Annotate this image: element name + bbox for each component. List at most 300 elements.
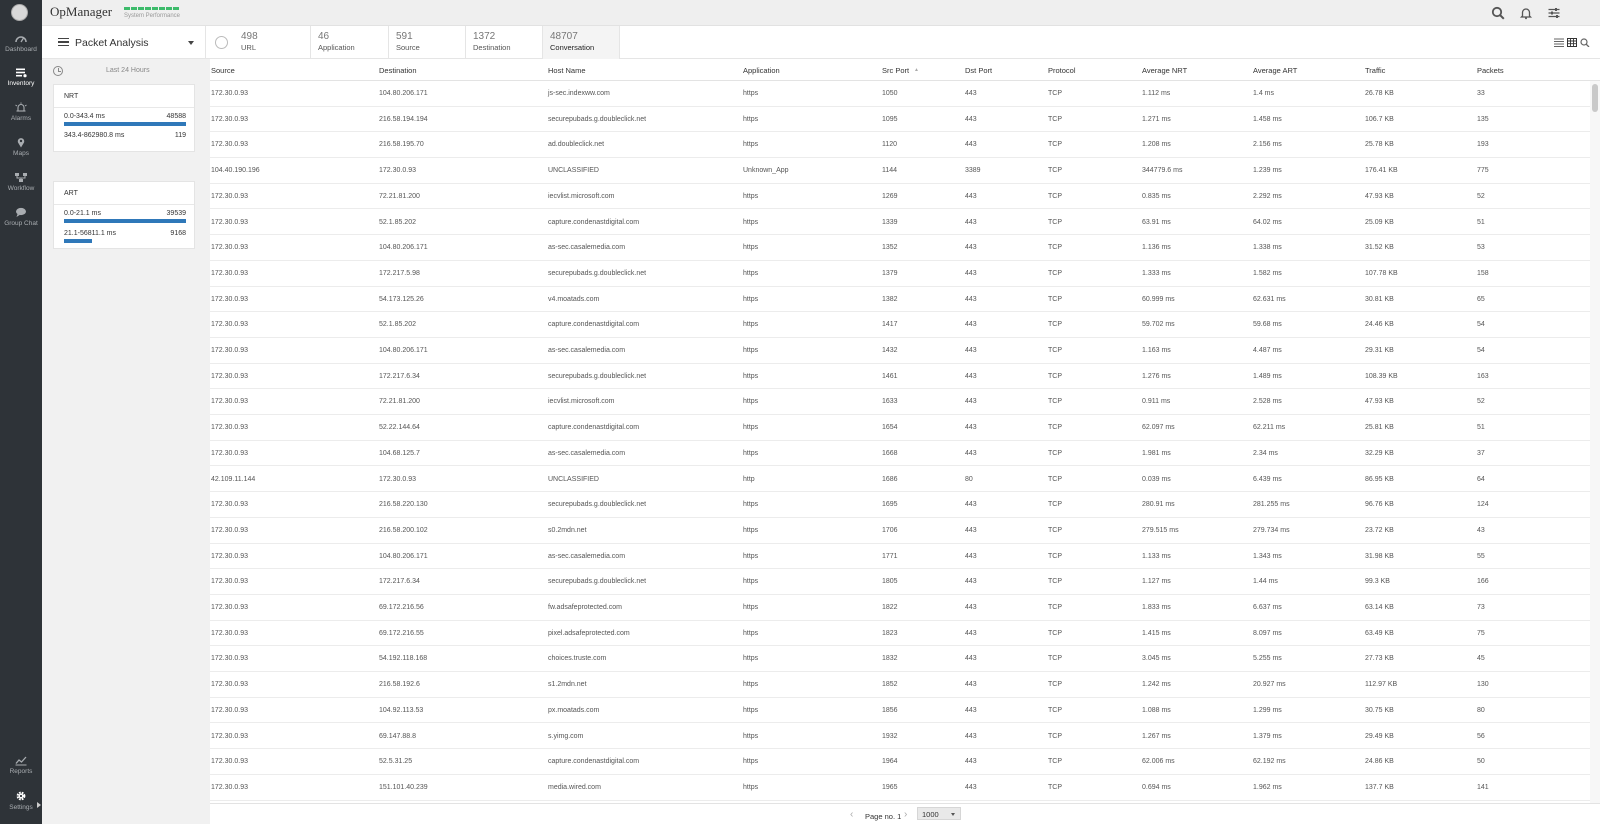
cell-average-art: 6.439 ms <box>1253 475 1282 483</box>
nav-reports-label: Reports <box>9 768 33 775</box>
cell-protocol: TCP <box>1048 758 1062 766</box>
cell-traffic: 32.29 KB <box>1365 449 1394 457</box>
cell-src-port: 1856 <box>882 706 898 714</box>
cell-traffic: 31.52 KB <box>1365 244 1394 252</box>
notification-bell-icon[interactable] <box>1519 6 1533 20</box>
cell-packets: 54 <box>1477 321 1485 329</box>
range-label: 21.1-56811.1 ms <box>64 230 117 237</box>
cell-average-nrt: 0.835 ms <box>1142 192 1171 200</box>
cell-protocol: TCP <box>1048 449 1062 457</box>
cell-src-port: 1144 <box>882 167 898 175</box>
cell-src-port: 1771 <box>882 552 898 560</box>
table-row[interactable] <box>210 312 1590 338</box>
cell-application: https <box>743 552 759 560</box>
table-row[interactable] <box>210 81 1590 107</box>
cell-src-port: 1432 <box>882 347 898 354</box>
cell-application: https <box>743 295 759 303</box>
table-row[interactable] <box>210 698 1590 724</box>
cell-average-art: 1.4 ms <box>1253 90 1275 97</box>
cell-host-name: px.moatads.com <box>548 706 600 714</box>
cell-average-nrt: 0.694 ms <box>1142 783 1171 791</box>
table-row[interactable] <box>210 184 1590 210</box>
workflow-icon <box>14 172 28 183</box>
cell-source: 172.30.0.93 <box>211 398 248 406</box>
nav-reports[interactable] <box>0 755 42 787</box>
cell-destination: 172.30.0.93 <box>379 167 416 175</box>
cell-host-name: as-sec.casalemedia.com <box>548 449 626 457</box>
cell-protocol: TCP <box>1048 552 1062 560</box>
previous-page-icon[interactable]: ‹ <box>850 809 854 820</box>
module-label: Packet Analysis <box>75 37 149 49</box>
cell-average-nrt: 59.702 ms <box>1142 321 1175 329</box>
table-row[interactable] <box>210 364 1590 390</box>
cell-traffic: 107.78 KB <box>1365 269 1398 277</box>
cell-destination: 151.101.40.239 <box>379 783 428 791</box>
nrt-range-row[interactable] <box>64 113 186 129</box>
cell-src-port: 1633 <box>882 398 898 406</box>
table-row[interactable] <box>210 415 1590 441</box>
column-header-traffic[interactable]: Traffic <box>1365 66 1386 75</box>
cell-traffic: 26.78 KB <box>1365 90 1394 97</box>
column-header-packets[interactable]: Packets <box>1477 66 1504 75</box>
cell-packets: 193 <box>1477 141 1489 149</box>
scrollbar-thumb[interactable] <box>1592 84 1598 112</box>
radio-circle-icon[interactable] <box>215 36 228 49</box>
cell-src-port: 1823 <box>882 629 898 637</box>
clock-icon[interactable] <box>53 66 63 76</box>
avatar[interactable] <box>11 4 28 21</box>
column-header-protocol[interactable]: Protocol <box>1048 66 1076 75</box>
cell-average-art: 1.338 ms <box>1253 244 1282 252</box>
sort-ascending-icon[interactable]: ▲ <box>914 67 919 73</box>
table-view-icon[interactable] <box>1567 38 1577 47</box>
inventory-icon <box>14 67 28 78</box>
cell-packets: 130 <box>1477 681 1489 689</box>
cell-protocol: TCP <box>1048 783 1062 791</box>
hamburger-menu-icon <box>58 38 69 46</box>
cell-destination: 72.21.81.200 <box>379 398 420 406</box>
cell-packets: 124 <box>1477 501 1489 509</box>
module-selector[interactable] <box>42 26 206 59</box>
cell-protocol: TCP <box>1048 347 1062 354</box>
cell-dst-port: 3389 <box>965 167 981 175</box>
cell-average-nrt: 1.088 ms <box>1142 706 1171 714</box>
cell-destination: 104.80.206.171 <box>379 90 428 97</box>
cell-src-port: 1852 <box>882 681 898 689</box>
table-row[interactable] <box>210 595 1590 621</box>
cell-traffic: 106.7 KB <box>1365 115 1394 123</box>
cell-traffic: 137.7 KB <box>1365 783 1394 791</box>
nav-alarms[interactable] <box>0 102 42 134</box>
tab-source-count: 591 <box>396 31 413 42</box>
nav-maps[interactable] <box>0 137 42 169</box>
cell-source: 172.30.0.93 <box>211 90 248 97</box>
cell-protocol: TCP <box>1048 604 1062 611</box>
system-performance-indicator[interactable] <box>124 7 179 11</box>
cell-src-port: 1417 <box>882 321 898 329</box>
alarm-icon <box>14 102 28 113</box>
nav-inventory[interactable] <box>0 67 42 99</box>
range-count: 119 <box>174 132 186 139</box>
cell-application: https <box>743 526 759 534</box>
cell-host-name: capture.condenastdigital.com <box>548 758 640 766</box>
gear-icon <box>14 790 28 802</box>
cell-host-name: s1.2mdn.net <box>548 681 587 689</box>
cell-average-art: 1.299 ms <box>1253 706 1282 714</box>
cell-application: https <box>743 578 759 586</box>
art-range-row[interactable] <box>64 230 186 246</box>
tab-destination-count: 1372 <box>473 31 496 42</box>
cell-traffic: 96.76 KB <box>1365 501 1394 509</box>
cell-protocol: TCP <box>1048 218 1062 226</box>
cell-host-name: securepubads.g.doubleclick.net <box>548 578 647 586</box>
cell-protocol: TCP <box>1048 475 1062 483</box>
cell-average-nrt: 1.271 ms <box>1142 115 1171 123</box>
cell-traffic: 63.14 KB <box>1365 604 1394 611</box>
search-icon[interactable] <box>1491 6 1505 20</box>
cell-application: https <box>743 449 759 457</box>
cell-dst-port: 443 <box>965 526 977 534</box>
nav-expand-caret[interactable] <box>37 802 41 808</box>
table-search-icon[interactable] <box>1580 38 1590 47</box>
cell-protocol: TCP <box>1048 295 1062 303</box>
cell-average-nrt: 280.91 ms <box>1142 501 1175 509</box>
cell-dst-port: 443 <box>965 141 977 149</box>
cell-source: 104.40.190.196 <box>211 167 260 175</box>
range-bar <box>64 122 186 126</box>
cell-dst-port: 443 <box>965 706 977 714</box>
nav-workflow[interactable] <box>0 172 42 204</box>
cell-packets: 45 <box>1477 655 1485 663</box>
cell-application: https <box>743 758 759 766</box>
cell-host-name: ad.doubleclick.net <box>548 141 605 149</box>
time-range-label[interactable]: Last 24 Hours <box>106 67 150 74</box>
cell-dst-port: 443 <box>965 372 977 380</box>
cell-source: 172.30.0.93 <box>211 449 248 457</box>
nrt-panel-title: NRT <box>64 93 79 100</box>
page-number-label: Page no. 1 <box>865 812 902 821</box>
table-row[interactable] <box>210 518 1590 544</box>
cell-host-name: as-sec.casalemedia.com <box>548 244 626 252</box>
cell-average-nrt: 0.911 ms <box>1142 398 1171 406</box>
cell-host-name: UNCLASSIFIED <box>548 475 599 483</box>
column-header-destination[interactable]: Destination <box>379 66 417 75</box>
cell-protocol: TCP <box>1048 655 1062 663</box>
reports-icon <box>14 755 28 766</box>
table-row[interactable] <box>210 672 1590 698</box>
tab-application-count: 46 <box>318 31 330 42</box>
cell-traffic: 24.86 KB <box>1365 758 1394 766</box>
cell-average-nrt: 1.208 ms <box>1142 141 1171 149</box>
cell-destination: 69.172.216.55 <box>379 629 424 637</box>
cell-src-port: 1095 <box>882 115 898 123</box>
cell-packets: 158 <box>1477 269 1489 277</box>
cell-src-port: 1832 <box>882 655 898 663</box>
cell-destination: 104.80.206.171 <box>379 244 428 252</box>
cell-host-name: capture.condenastdigital.com <box>548 424 640 432</box>
cell-dst-port: 443 <box>965 578 977 586</box>
cell-dst-port: 443 <box>965 424 977 432</box>
cell-packets: 73 <box>1477 604 1485 611</box>
table-row[interactable] <box>210 158 1590 184</box>
cell-source: 172.30.0.93 <box>211 424 248 432</box>
cell-protocol: TCP <box>1048 681 1062 689</box>
cell-application: https <box>743 372 759 380</box>
page-size-value: 1000 <box>922 810 939 819</box>
cell-average-art: 1.962 ms <box>1253 783 1282 791</box>
table-row[interactable] <box>210 107 1590 133</box>
cell-dst-port: 443 <box>965 347 977 354</box>
column-header-average-nrt[interactable]: Average NRT <box>1142 66 1188 75</box>
cell-packets: 75 <box>1477 629 1485 637</box>
cell-dst-port: 443 <box>965 655 977 663</box>
list-view-icon[interactable] <box>1554 38 1564 47</box>
divider <box>54 107 194 108</box>
tab-conversation-label: Conversation <box>550 43 595 52</box>
cell-src-port: 1654 <box>882 424 898 432</box>
cell-traffic: 25.81 KB <box>1365 424 1394 432</box>
cell-src-port: 1339 <box>882 218 898 226</box>
cell-protocol: TCP <box>1048 167 1062 175</box>
table-row[interactable] <box>210 287 1590 313</box>
cell-protocol: TCP <box>1048 321 1062 329</box>
cell-dst-port: 80 <box>965 475 973 483</box>
cell-traffic: 176.41 KB <box>1365 167 1398 175</box>
cell-protocol: TCP <box>1048 90 1062 97</box>
table-row[interactable] <box>210 621 1590 647</box>
cell-packets: 64 <box>1477 475 1485 483</box>
cell-average-art: 8.097 ms <box>1253 629 1282 637</box>
cell-destination: 172.217.6.34 <box>379 578 420 586</box>
cell-dst-port: 443 <box>965 244 977 252</box>
table-row[interactable] <box>210 492 1590 518</box>
cell-src-port: 1120 <box>882 141 898 149</box>
cell-host-name: securepubads.g.doubleclick.net <box>548 269 647 277</box>
table-row[interactable] <box>210 210 1590 236</box>
cell-src-port: 1695 <box>882 501 898 509</box>
cell-average-art: 5.255 ms <box>1253 655 1282 663</box>
cell-application: https <box>743 681 759 689</box>
cell-source: 172.30.0.93 <box>211 629 248 637</box>
cell-average-art: 1.343 ms <box>1253 552 1282 560</box>
left-nav <box>0 0 42 824</box>
cell-src-port: 1805 <box>882 578 898 586</box>
cell-dst-port: 443 <box>965 629 977 637</box>
cell-traffic: 112.97 KB <box>1365 681 1398 689</box>
nav-maps-label: Maps <box>13 150 29 157</box>
cell-host-name: pixel.adsafeprotected.com <box>548 629 630 637</box>
column-header-src-port[interactable]: Src Port <box>882 66 910 75</box>
cell-destination: 52.1.85.202 <box>379 321 416 329</box>
cell-average-nrt: 1.112 ms <box>1142 90 1171 97</box>
column-header-source[interactable]: Source <box>211 66 235 75</box>
cell-packets: 55 <box>1477 552 1485 560</box>
tab-destination[interactable] <box>466 26 543 59</box>
column-header-host-name[interactable]: Host Name <box>548 66 586 75</box>
cell-destination: 54.192.118.168 <box>379 655 428 663</box>
settings-sliders-icon[interactable] <box>1547 6 1561 20</box>
cell-traffic: 25.78 KB <box>1365 141 1394 149</box>
cell-source: 172.30.0.93 <box>211 578 248 586</box>
nrt-range-row[interactable] <box>64 132 186 148</box>
table-row[interactable] <box>210 261 1590 287</box>
cell-host-name: capture.condenastdigital.com <box>548 321 640 329</box>
nav-settings-label: Settings <box>9 804 33 811</box>
tab-application[interactable] <box>311 26 389 59</box>
cell-dst-port: 443 <box>965 115 977 123</box>
cell-dst-port: 443 <box>965 90 977 97</box>
cell-average-art: 1.239 ms <box>1253 167 1282 175</box>
cell-packets: 65 <box>1477 295 1485 303</box>
cell-src-port: 1269 <box>882 192 898 200</box>
cell-average-nrt: 1.415 ms <box>1142 629 1171 637</box>
cell-packets: 166 <box>1477 578 1489 586</box>
cell-protocol: TCP <box>1048 732 1062 740</box>
cell-average-art: 2.528 ms <box>1253 398 1282 406</box>
table-row[interactable] <box>210 749 1590 775</box>
cell-packets: 53 <box>1477 244 1485 252</box>
tab-destination-label: Destination <box>473 43 511 52</box>
cell-average-art: 4.487 ms <box>1253 347 1282 354</box>
table-row[interactable] <box>210 724 1590 750</box>
art-panel-title: ART <box>64 190 78 197</box>
cell-protocol: TCP <box>1048 192 1062 200</box>
cell-average-nrt: 60.999 ms <box>1142 295 1175 303</box>
cell-host-name: s.yimg.com <box>548 732 584 740</box>
cell-application: https <box>743 141 759 149</box>
table-row[interactable] <box>210 775 1590 801</box>
cell-destination: 104.92.113.53 <box>379 706 424 714</box>
cell-traffic: 25.09 KB <box>1365 218 1394 226</box>
cell-src-port: 1964 <box>882 758 898 766</box>
cell-traffic: 29.49 KB <box>1365 732 1394 740</box>
art-range-row[interactable] <box>64 210 186 226</box>
cell-application: https <box>743 398 759 406</box>
cell-source: 172.30.0.93 <box>211 372 248 380</box>
cell-packets: 80 <box>1477 706 1485 714</box>
cell-protocol: TCP <box>1048 372 1062 380</box>
cell-src-port: 1932 <box>882 732 898 740</box>
cell-src-port: 1822 <box>882 604 898 611</box>
cell-protocol: TCP <box>1048 578 1062 586</box>
cell-source: 172.30.0.93 <box>211 347 248 354</box>
nav-dashboard[interactable] <box>0 33 42 65</box>
table-row[interactable] <box>210 569 1590 595</box>
cell-average-nrt: 1.267 ms <box>1142 732 1171 740</box>
table-row[interactable] <box>210 132 1590 158</box>
top-bar <box>42 0 1600 26</box>
cell-packets: 54 <box>1477 347 1485 354</box>
cell-average-art: 1.379 ms <box>1253 732 1282 740</box>
cell-host-name: UNCLASSIFIED <box>548 167 599 175</box>
cell-source: 172.30.0.93 <box>211 655 248 663</box>
nav-group-chat[interactable] <box>0 207 42 239</box>
cell-application: https <box>743 90 759 97</box>
cell-traffic: 108.39 KB <box>1365 372 1398 380</box>
table-row[interactable] <box>210 235 1590 261</box>
cell-traffic: 99.3 KB <box>1365 578 1390 586</box>
cell-host-name: s0.2mdn.net <box>548 526 587 534</box>
cell-traffic: 30.75 KB <box>1365 706 1394 714</box>
range-label: 0.0-21.1 ms <box>64 210 101 217</box>
cell-average-nrt: 1.136 ms <box>1142 244 1171 252</box>
cell-packets: 163 <box>1477 372 1489 380</box>
cell-dst-port: 443 <box>965 218 977 226</box>
nav-settings[interactable] <box>0 790 42 822</box>
cell-application: https <box>743 424 759 432</box>
cell-application: https <box>743 218 759 226</box>
cell-average-nrt: 1.163 ms <box>1142 347 1171 354</box>
range-label: 343.4-862980.8 ms <box>64 132 125 139</box>
cell-source: 172.30.0.93 <box>211 681 248 689</box>
cell-host-name: securepubads.g.doubleclick.net <box>548 501 647 509</box>
cell-average-art: 59.68 ms <box>1253 321 1282 329</box>
cell-host-name: as-sec.casalemedia.com <box>548 347 626 354</box>
cell-average-art: 20.927 ms <box>1253 681 1286 689</box>
cell-host-name: choices.truste.com <box>548 655 607 663</box>
map-pin-icon <box>14 137 28 148</box>
cell-host-name: iecvlist.microsoft.com <box>548 192 615 200</box>
tab-source[interactable] <box>389 26 466 59</box>
cell-host-name: fw.adsafeprotected.com <box>548 604 622 611</box>
vertical-scrollbar[interactable] <box>1590 81 1600 803</box>
table-row[interactable] <box>210 441 1590 467</box>
cell-packets: 775 <box>1477 167 1489 175</box>
range-count: 9168 <box>170 230 186 237</box>
cell-traffic: 47.93 KB <box>1365 192 1394 200</box>
range-count: 48588 <box>166 113 186 120</box>
module-header <box>42 26 1600 59</box>
cell-src-port: 1686 <box>882 475 898 483</box>
cell-source: 172.30.0.93 <box>211 501 248 509</box>
table-row[interactable] <box>210 338 1590 364</box>
cell-traffic: 23.72 KB <box>1365 526 1394 534</box>
cell-host-name: js-sec.indexww.com <box>548 90 610 97</box>
cell-average-art: 62.192 ms <box>1253 758 1286 766</box>
cell-dst-port: 443 <box>965 269 977 277</box>
tab-url[interactable] <box>234 26 311 59</box>
cell-average-art: 1.582 ms <box>1253 269 1282 277</box>
cell-src-port: 1050 <box>882 90 898 97</box>
cell-average-art: 62.211 ms <box>1253 424 1286 432</box>
column-header-dst-port[interactable]: Dst Port <box>965 66 993 75</box>
cell-host-name: iecvlist.microsoft.com <box>548 398 615 406</box>
next-page-icon[interactable]: › <box>904 809 908 820</box>
cell-application: https <box>743 604 759 611</box>
cell-packets: 135 <box>1477 115 1489 123</box>
tab-conversation[interactable] <box>543 26 620 59</box>
column-header-application[interactable]: Application <box>743 66 780 75</box>
cell-average-nrt: 1.833 ms <box>1142 604 1171 611</box>
cell-src-port: 1965 <box>882 783 898 791</box>
divider <box>54 204 194 205</box>
nav-workflow-label: Workflow <box>7 185 35 192</box>
cell-source: 172.30.0.93 <box>211 192 248 200</box>
column-header-average-art[interactable]: Average ART <box>1253 66 1298 75</box>
cell-traffic: 31.98 KB <box>1365 552 1394 560</box>
table-row[interactable] <box>210 467 1590 493</box>
cell-packets: 51 <box>1477 218 1485 226</box>
table-row[interactable] <box>210 646 1590 672</box>
cell-application: Unknown_App <box>743 167 789 175</box>
cell-average-art: 2.34 ms <box>1253 449 1278 457</box>
table-row[interactable] <box>210 389 1590 415</box>
cell-average-nrt: 1.981 ms <box>1142 449 1171 457</box>
table-row[interactable] <box>210 544 1590 570</box>
cell-src-port: 1706 <box>882 526 898 534</box>
cell-application: https <box>743 347 759 354</box>
page-size-select[interactable] <box>917 807 961 820</box>
